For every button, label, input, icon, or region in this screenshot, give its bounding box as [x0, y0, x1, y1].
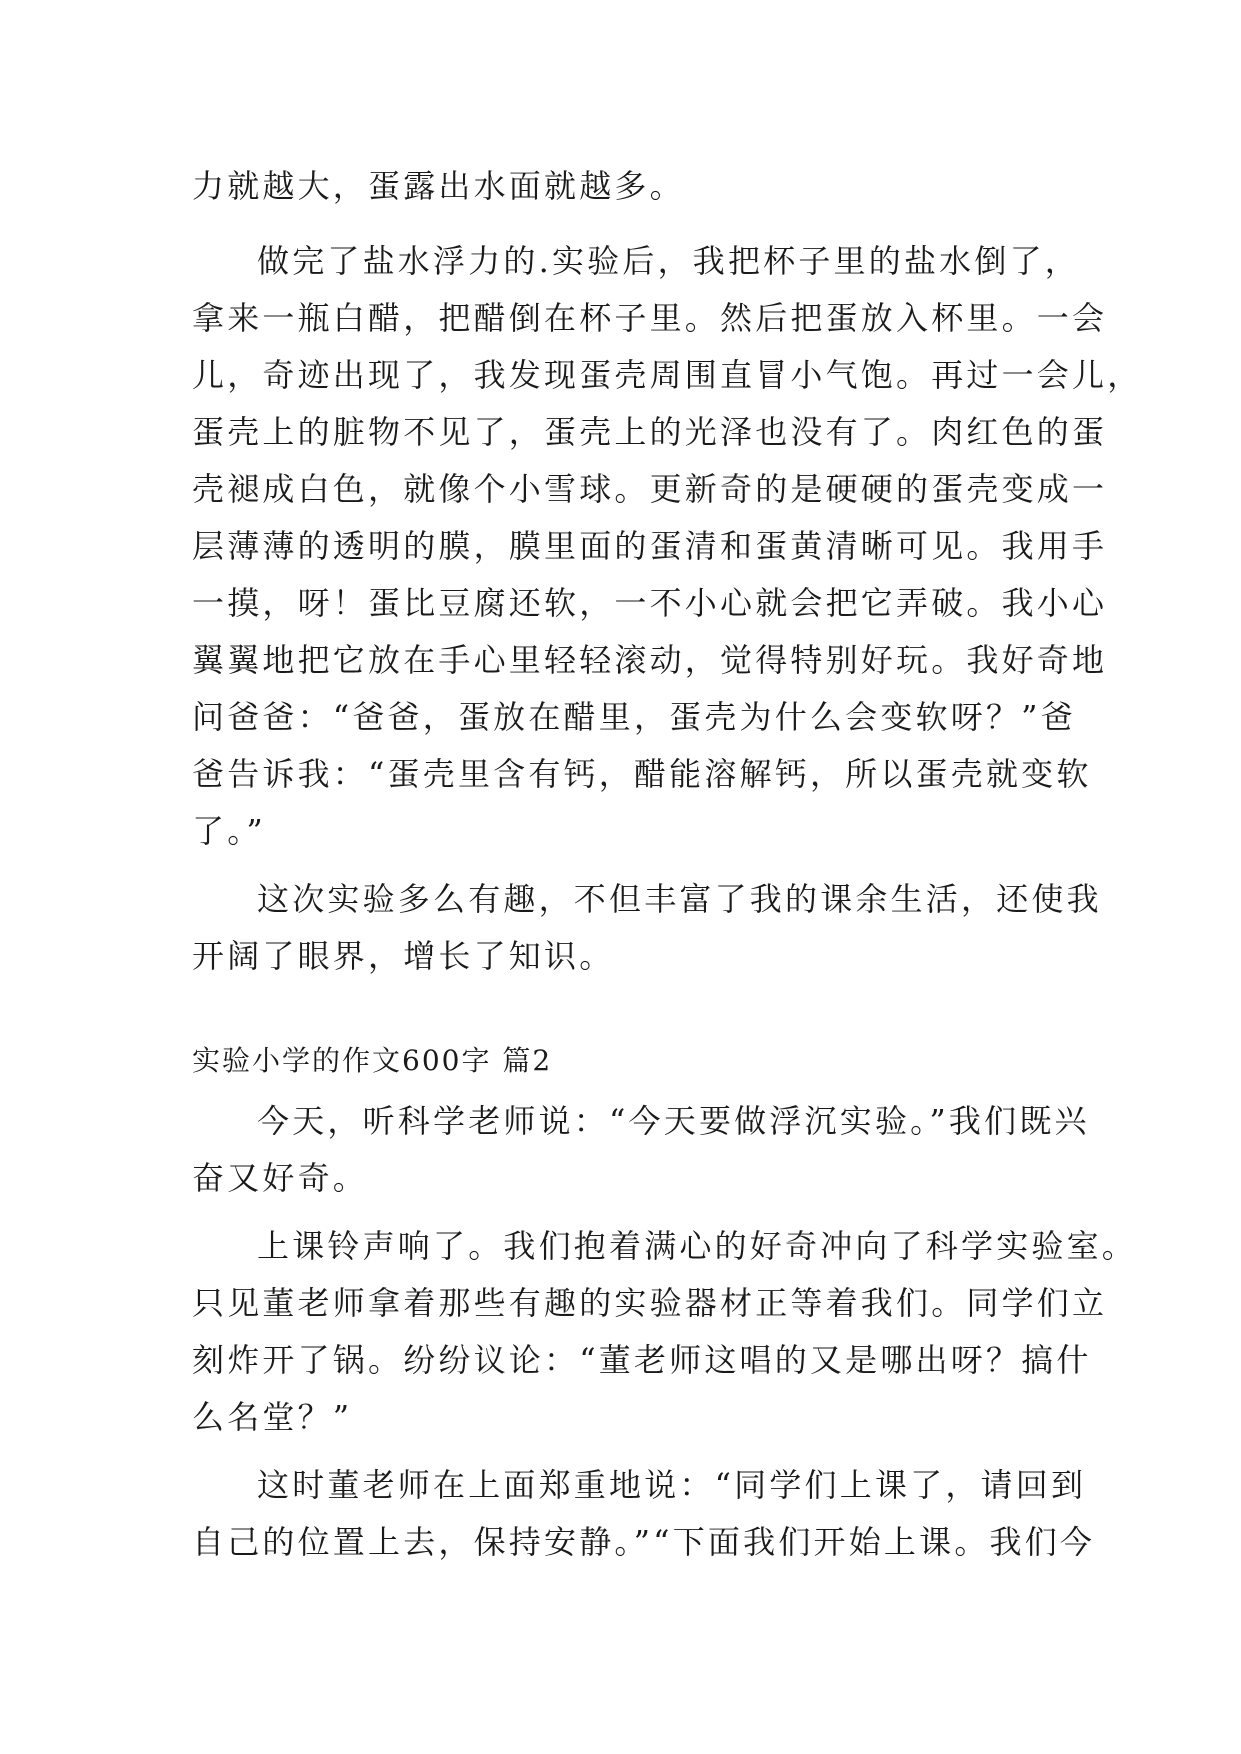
- paragraph-line: 做完了盐水浮力的.实验后，我把杯子里的盐水倒了，: [257, 242, 1080, 280]
- paragraph-line: 这次实验多么有趣，不但丰富了我的课余生活，还使我: [257, 880, 1102, 918]
- paragraph-line: 翼翼地把它放在手心里轻轻滚动，觉得特别好玩。我好奇地: [192, 641, 1108, 679]
- paragraph-line: 层薄薄的透明的膜，膜里面的蛋清和蛋黄清晰可见。我用手: [192, 527, 1108, 565]
- paragraph-line: 开阔了眼界，增长了知识。: [192, 937, 615, 975]
- paragraph-line: 刻炸开了锅。纷纷议论：“董老师这唱的又是哪出呀？搞什: [192, 1341, 1092, 1379]
- paragraph-line: 壳褪成白色，就像个小雪球。更新奇的是硬硬的蛋壳变成一: [192, 470, 1108, 508]
- section-heading: 实验小学的作文600字 篇2: [192, 1044, 553, 1077]
- paragraph-line: 奋又好奇。: [192, 1159, 369, 1197]
- paragraph-line: 爸告诉我：“蛋壳里含有钙，醋能溶解钙，所以蛋壳就变软: [192, 755, 1092, 793]
- paragraph-line: 问爸爸：“爸爸，蛋放在醋里，蛋壳为什么会变软呀？”爸: [192, 698, 1076, 736]
- paragraph-line: 只见董老师拿着那些有趣的实验器材正等着我们。同学们立: [192, 1284, 1108, 1322]
- paragraph-line: 自己的位置上去，保持安静。”“下面我们开始上课。我们今: [192, 1523, 1096, 1561]
- paragraph-line: 蛋壳上的脏物不见了，蛋壳上的光泽也没有了。肉红色的蛋: [192, 413, 1108, 451]
- paragraph-line: 了。”: [192, 812, 266, 850]
- paragraph-line: 今天，听科学老师说：“今天要做浮沉实验。”我们既兴: [257, 1102, 1090, 1140]
- paragraph-line: 拿来一瓶白醋，把醋倒在杯子里。然后把蛋放入杯里。一会: [192, 299, 1108, 337]
- paragraph-line: 么名堂？”: [192, 1398, 353, 1436]
- paragraph-line: 一摸，呀！蛋比豆腐还软，一不小心就会把它弄破。我小心: [192, 584, 1108, 622]
- paragraph-line: 上课铃声响了。我们抱着满心的好奇冲向了科学实验室。: [257, 1227, 1138, 1265]
- paragraph-line: 儿，奇迹出现了，我发现蛋壳周围直冒小气饱。再过一会儿，: [192, 356, 1143, 394]
- paragraph-line: 力就越大，蛋露出水面就越多。: [192, 167, 685, 205]
- paragraph-line: 这时董老师在上面郑重地说：“同学们上课了，请回到: [257, 1466, 1087, 1504]
